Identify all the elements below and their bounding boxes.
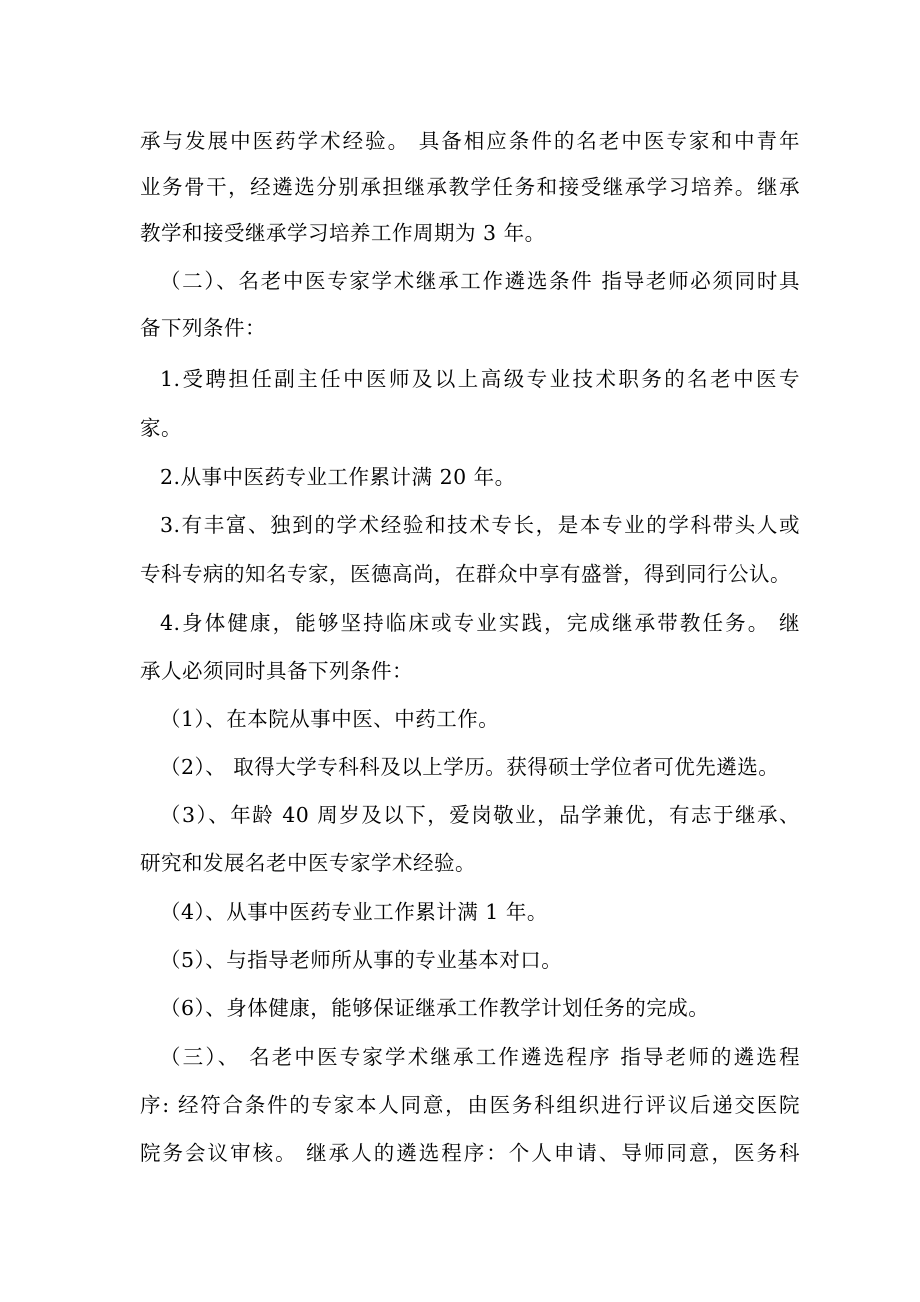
text-line: （4）、从事中医药专业工作累计满 1 年。 bbox=[160, 900, 548, 924]
text-line: 2.从事中医药专业工作累计满 20 年。 bbox=[160, 465, 516, 489]
text-line: 承与发展中医药学术经验。 具备相应条件的名老中医专家和中青年 bbox=[140, 129, 800, 153]
text-line: 专科专病的知名专家，医德高尚，在群众中享有盛誉，得到同行公认。 bbox=[140, 562, 791, 586]
text-line: 家。 bbox=[140, 416, 182, 440]
text-line: 院务会议审核。 继承人的遴选程序：个人申请、导师同意，医务科 bbox=[140, 1141, 800, 1165]
text-line: （2）、 取得大学专科科及以上学历。获得硕士学位者可优先遴选。 bbox=[160, 755, 780, 779]
text-line: 4.身体健康，能够坚持临床或专业实践，完成继承带教任务。 继 bbox=[160, 611, 800, 635]
text-line: （6）、身体健康，能够保证继承工作教学计划任务的完成。 bbox=[160, 996, 710, 1020]
text-line: 备下列条件： bbox=[140, 316, 266, 340]
text-line: （1）、在本院从事中医、中药工作。 bbox=[160, 707, 500, 731]
text-line: （5）、与指导老师所从事的专业基本对口。 bbox=[160, 948, 563, 972]
text-line: （3）、年龄 40 周岁及以下，爱岗敬业，品学兼优，有志于继承、 bbox=[160, 803, 800, 827]
text-line: 业务骨干，经遴选分别承担继承教学任务和接受继承学习培养。继承 bbox=[140, 175, 800, 199]
text-line: （三）、 名老中医专家学术继承工作遴选程序 指导老师的遴选程 bbox=[160, 1045, 800, 1069]
text-line: 研究和发展名老中医专家学术经验。 bbox=[140, 851, 476, 875]
text-line: 3.有丰富、独到的学术经验和技术专长，是本专业的学科带头人或 bbox=[160, 513, 800, 537]
text-line: 教学和接受继承学习培养工作周期为 3 年。 bbox=[140, 221, 546, 245]
text-line: （二）、名老中医专家学术继承工作遴选条件 指导老师必须同时具 bbox=[160, 269, 800, 293]
text-line: 序: 经符合条件的专家本人同意，由医务科组织进行评议后递交医院 bbox=[140, 1093, 800, 1117]
text-line: 承人必须同时具备下列条件： bbox=[140, 659, 413, 683]
text-line: 1.受聘担任副主任中医师及以上高级专业技术职务的名老中医专 bbox=[160, 367, 800, 391]
